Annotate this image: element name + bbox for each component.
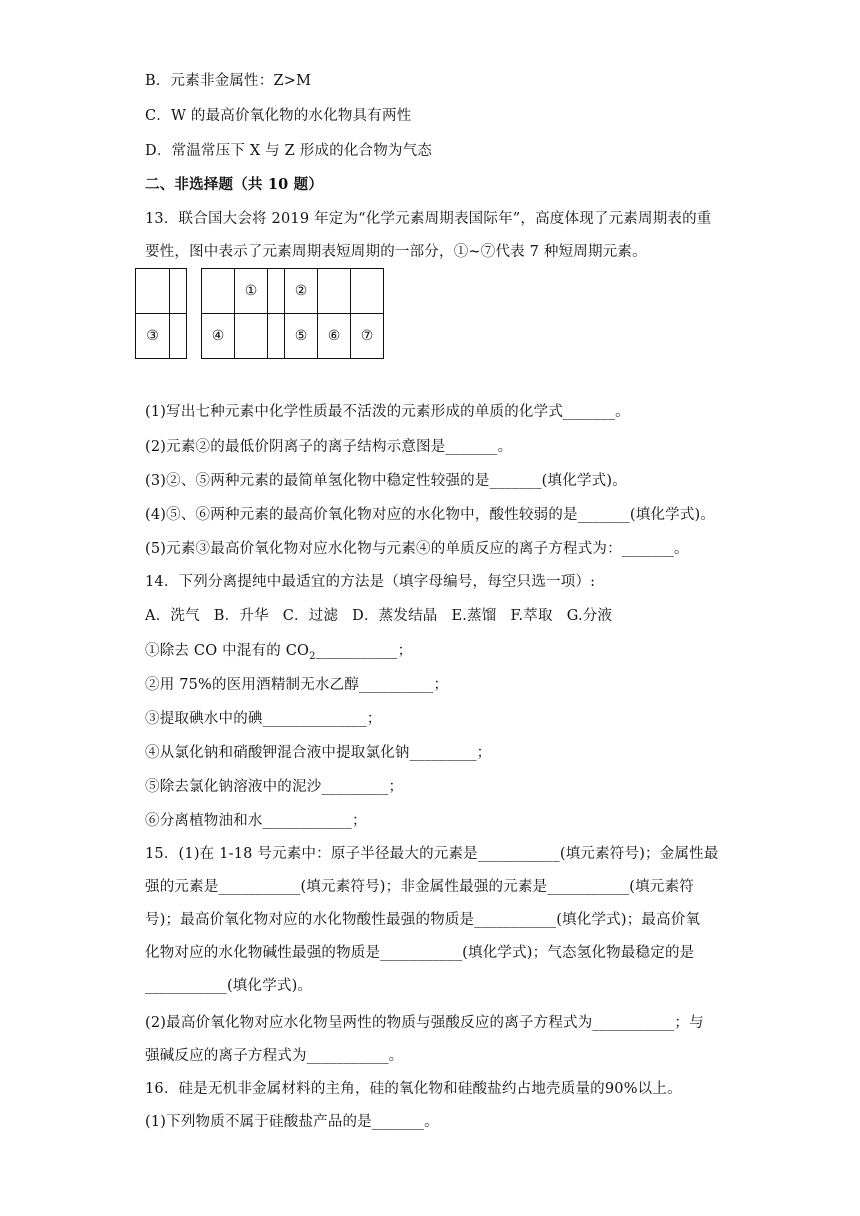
q14-option-e: E.蒸馏	[451, 608, 497, 624]
q13-stem-line1: 13．联合国大会将 2019 年定为“化学元素周期表国际年”，高度体现了元素周期表的重	[145, 211, 712, 227]
q15-line2: 强的元素是___________(填元素符号)；非金属性最强的元素是___________(填元素符	[145, 879, 694, 895]
table-cell	[268, 269, 285, 314]
q14-item1-subscript: 2	[309, 650, 316, 662]
table-cell	[235, 314, 268, 359]
table-gap-cell	[187, 269, 202, 314]
table-row	[136, 269, 384, 314]
q14-item6: ⑥分离植物油和水____________；	[145, 813, 367, 829]
q14-item1-blank: ___________；	[315, 643, 413, 659]
q12-option-d: D．常温常压下 X 与 Z 形成的化合物为气态	[145, 143, 433, 159]
q14-option-b: B．升华	[213, 608, 269, 624]
q14-option-c: C．过滤	[282, 608, 339, 624]
table-cell	[318, 269, 351, 314]
table-cell: ⑥	[318, 314, 351, 359]
q14-item4: ④从氯化钠和硝酸钾混合液中提取氯化钠_________；	[145, 745, 492, 761]
table-gap-cell	[187, 314, 202, 359]
table-cell: ⑦	[351, 314, 384, 359]
table-cell	[170, 314, 187, 359]
q15-line3: 号)；最高价氧化物对应的水化物酸性最强的物质是___________(填化学式)；最高价氧	[145, 912, 701, 928]
section-heading: 二、非选择题（共 10 题）	[145, 176, 324, 193]
q15-line4: 化物对应的水化物碱性最强的物质是___________(填化学式)；气态氢化物最稳定的是	[145, 945, 695, 961]
q14-item5: ⑤除去氯化钠溶液中的泥沙_________；	[145, 779, 404, 795]
q15-line6: (2)最高价氧化物对应水化物呈两性的物质与强酸反应的离子方程式为___________；与	[145, 1015, 704, 1031]
table-cell	[136, 269, 170, 314]
q14-option-g: G.分液	[566, 608, 613, 624]
table-cell: ②	[285, 269, 318, 314]
table-cell	[268, 314, 285, 359]
q12-option-b: B．元素非金属性：Z>M	[145, 73, 312, 89]
q14-option-a: A．洗气	[145, 608, 200, 624]
q14-option-d: D．蒸发结晶	[352, 608, 438, 624]
q14-item1	[145, 641, 412, 667]
table-cell: ⑤	[285, 314, 318, 359]
q16-stem: 16．硅是无机非金属材料的主角，硅的氧化物和硅酸盐约占地壳质量的90%以上。	[145, 1081, 682, 1097]
table-cell: ③	[136, 314, 170, 359]
q13-sub4: (4)⑤、⑥两种元素的最高价氧化物对应的水化物中，酸性较弱的是_______(填化学式)。	[145, 507, 716, 523]
q12-option-c: C．W 的最高价氧化物的水化物具有两性	[145, 108, 412, 124]
q13-sub2: (2)元素②的最低价阴离子的离子结构示意图是_______。	[145, 439, 513, 455]
q13-sub1: (1)写出七种元素中化学性质最不活泼的元素形成的单质的化学式_______。	[145, 404, 630, 420]
table-cell	[351, 269, 384, 314]
q14-item1-text: ①除去 CO 中混有的 CO	[145, 643, 310, 659]
q15-line7: 强碱反应的离子方程式为___________。	[145, 1048, 404, 1064]
q13-sub3: (3)②、⑤两种元素的最简单氢化物中稳定性较强的是_______(填化学式)。	[145, 473, 627, 489]
q13-stem-line2: 要性，图中表示了元素周期表短周期的一部分，①~⑦代表 7 种短周期元素。	[145, 244, 647, 260]
q13-sub5: (5)元素③最高价氧化物对应水化物与元素④的单质反应的离子方程式为：_______。	[145, 541, 689, 557]
q15-line1: 15．(1)在 1-18 号元素中：原子半径最大的元素是___________(填元素符号)；金属性最	[145, 846, 719, 862]
q16-sub1: (1)下列物质不属于硅酸盐产品的是_______。	[145, 1114, 439, 1130]
q14-stem: 14．下列分离提纯中最适宜的方法是（填字母编号，每空只选一项）:	[145, 574, 596, 590]
q14-option-f: F.萃取	[510, 608, 553, 624]
q14-item2: ②用 75%的医用酒精制无水乙醇__________；	[145, 677, 449, 693]
table-cell: ①	[235, 269, 268, 314]
table-cell: ④	[202, 314, 235, 359]
table-cell	[202, 269, 235, 314]
table-cell	[170, 269, 187, 314]
q15-line5: ___________(填化学式)。	[145, 978, 313, 994]
q14-item3: ③提取碘水中的碘______________；	[145, 711, 382, 727]
periodic-table-fragment	[135, 268, 384, 359]
q14-options	[145, 606, 626, 626]
table-row	[136, 314, 384, 359]
